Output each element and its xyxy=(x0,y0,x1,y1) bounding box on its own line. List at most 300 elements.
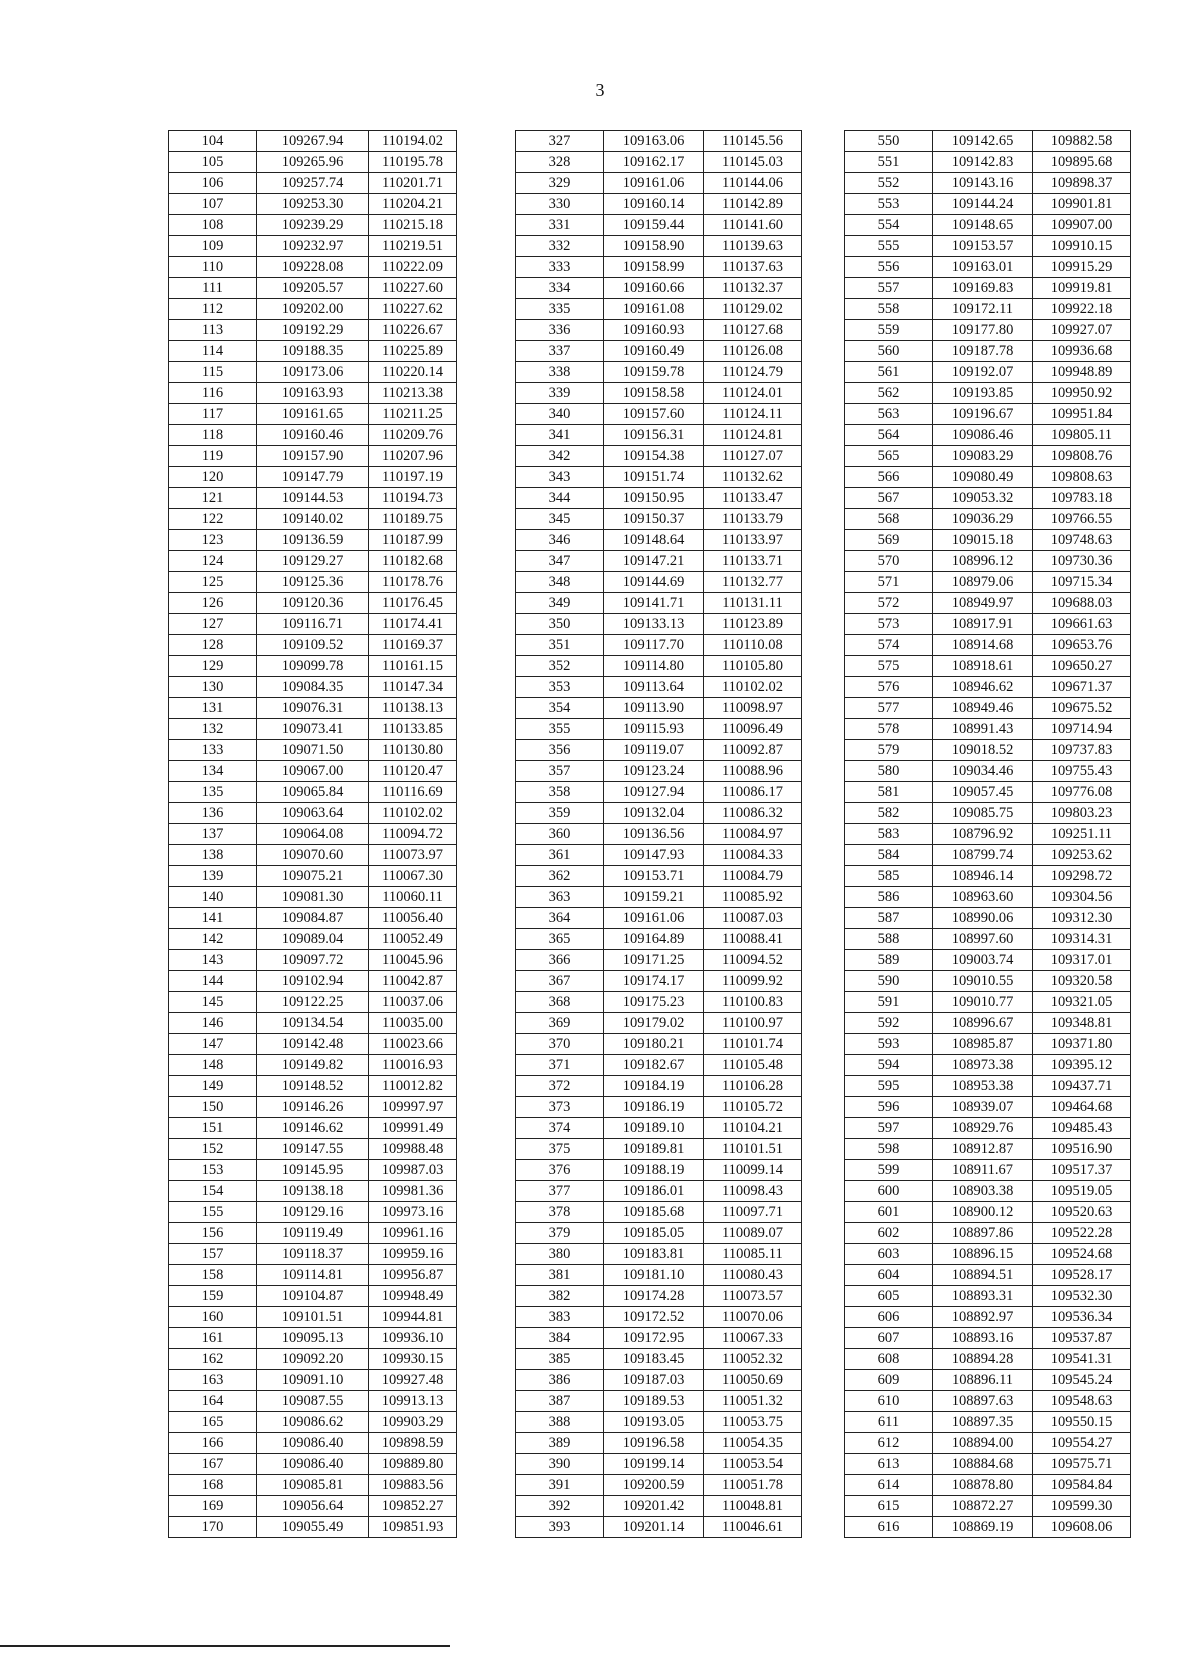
y-coordinate-cell: 109485.43 xyxy=(1033,1118,1131,1139)
x-coordinate-cell: 109138.18 xyxy=(257,1181,369,1202)
x-coordinate-cell: 108917.91 xyxy=(933,614,1033,635)
y-coordinate-cell: 110145.56 xyxy=(704,131,802,152)
y-coordinate-cell: 110139.63 xyxy=(704,236,802,257)
x-coordinate-cell: 109086.40 xyxy=(257,1433,369,1454)
point-number-cell: 382 xyxy=(516,1286,604,1307)
table-row xyxy=(845,1034,1131,1055)
x-coordinate-cell: 109086.46 xyxy=(933,425,1033,446)
y-coordinate-cell: 109320.58 xyxy=(1033,971,1131,992)
page-number: 3 xyxy=(595,80,605,100)
point-number-cell: 559 xyxy=(845,320,933,341)
point-number-cell: 120 xyxy=(169,467,257,488)
table-row xyxy=(169,1097,457,1118)
x-coordinate-cell: 109172.52 xyxy=(604,1307,704,1328)
x-coordinate-cell: 109150.95 xyxy=(604,488,704,509)
point-number-cell: 574 xyxy=(845,635,933,656)
y-coordinate-cell: 109608.06 xyxy=(1033,1517,1131,1538)
point-number-cell: 603 xyxy=(845,1244,933,1265)
table-row xyxy=(845,677,1131,698)
table-row xyxy=(516,467,802,488)
x-coordinate-cell: 108894.28 xyxy=(933,1349,1033,1370)
y-coordinate-cell: 109852.27 xyxy=(369,1496,457,1517)
point-number-cell: 379 xyxy=(516,1223,604,1244)
table-row xyxy=(169,1139,457,1160)
table-row xyxy=(169,1517,457,1538)
x-coordinate-cell: 109185.05 xyxy=(604,1223,704,1244)
point-number-cell: 601 xyxy=(845,1202,933,1223)
point-number-cell: 367 xyxy=(516,971,604,992)
y-coordinate-cell: 109304.56 xyxy=(1033,887,1131,908)
point-number-cell: 105 xyxy=(169,152,257,173)
x-coordinate-cell: 109184.19 xyxy=(604,1076,704,1097)
table-row xyxy=(845,1118,1131,1139)
x-coordinate-cell: 108949.46 xyxy=(933,698,1033,719)
x-coordinate-cell: 109086.62 xyxy=(257,1412,369,1433)
x-coordinate-cell: 109169.83 xyxy=(933,278,1033,299)
point-number-cell: 562 xyxy=(845,383,933,404)
table-row xyxy=(845,1496,1131,1517)
table-row xyxy=(169,635,457,656)
x-coordinate-cell: 108892.97 xyxy=(933,1307,1033,1328)
table-row xyxy=(516,488,802,509)
point-number-cell: 153 xyxy=(169,1160,257,1181)
point-number-cell: 341 xyxy=(516,425,604,446)
x-coordinate-cell: 108903.38 xyxy=(933,1181,1033,1202)
x-coordinate-cell: 109133.13 xyxy=(604,614,704,635)
y-coordinate-cell: 110101.51 xyxy=(704,1139,802,1160)
x-coordinate-cell: 109134.54 xyxy=(257,1013,369,1034)
x-coordinate-cell: 109109.52 xyxy=(257,635,369,656)
point-number-cell: 608 xyxy=(845,1349,933,1370)
point-number-cell: 616 xyxy=(845,1517,933,1538)
y-coordinate-cell: 110182.68 xyxy=(369,551,457,572)
point-number-cell: 118 xyxy=(169,425,257,446)
y-coordinate-cell: 109882.58 xyxy=(1033,131,1131,152)
y-coordinate-cell: 110209.76 xyxy=(369,425,457,446)
table-row xyxy=(845,1265,1131,1286)
y-coordinate-cell: 109599.30 xyxy=(1033,1496,1131,1517)
x-coordinate-cell: 109085.75 xyxy=(933,803,1033,824)
point-number-cell: 368 xyxy=(516,992,604,1013)
x-coordinate-cell: 109067.00 xyxy=(257,761,369,782)
point-number-cell: 586 xyxy=(845,887,933,908)
point-number-cell: 589 xyxy=(845,950,933,971)
x-coordinate-cell: 108894.00 xyxy=(933,1433,1033,1454)
point-number-cell: 144 xyxy=(169,971,257,992)
y-coordinate-cell: 109950.92 xyxy=(1033,383,1131,404)
y-coordinate-cell: 110219.51 xyxy=(369,236,457,257)
table-row xyxy=(169,1223,457,1244)
point-number-cell: 578 xyxy=(845,719,933,740)
x-coordinate-cell: 109200.59 xyxy=(604,1475,704,1496)
table-row xyxy=(169,572,457,593)
point-number-cell: 157 xyxy=(169,1244,257,1265)
table-row xyxy=(169,1328,457,1349)
y-coordinate-cell: 109715.34 xyxy=(1033,572,1131,593)
table-row xyxy=(169,425,457,446)
y-coordinate-cell: 109961.16 xyxy=(369,1223,457,1244)
x-coordinate-cell: 109053.32 xyxy=(933,488,1033,509)
table-row xyxy=(845,194,1131,215)
x-coordinate-cell: 109076.31 xyxy=(257,698,369,719)
table-row xyxy=(516,425,802,446)
x-coordinate-cell: 109172.95 xyxy=(604,1328,704,1349)
y-coordinate-cell: 110226.67 xyxy=(369,320,457,341)
x-coordinate-cell: 109144.24 xyxy=(933,194,1033,215)
x-coordinate-cell: 109142.65 xyxy=(933,131,1033,152)
point-number-cell: 362 xyxy=(516,866,604,887)
table-row xyxy=(516,1433,802,1454)
y-coordinate-cell: 109575.71 xyxy=(1033,1454,1131,1475)
y-coordinate-cell: 110016.93 xyxy=(369,1055,457,1076)
x-coordinate-cell: 109153.57 xyxy=(933,236,1033,257)
point-number-cell: 331 xyxy=(516,215,604,236)
y-coordinate-cell: 110035.00 xyxy=(369,1013,457,1034)
table-row xyxy=(169,1202,457,1223)
y-coordinate-cell: 110037.06 xyxy=(369,992,457,1013)
x-coordinate-cell: 109095.13 xyxy=(257,1328,369,1349)
x-coordinate-cell: 109172.11 xyxy=(933,299,1033,320)
x-coordinate-cell: 108946.14 xyxy=(933,866,1033,887)
point-number-cell: 332 xyxy=(516,236,604,257)
table-row xyxy=(845,383,1131,404)
table-row xyxy=(516,362,802,383)
table-row xyxy=(516,383,802,404)
point-number-cell: 351 xyxy=(516,635,604,656)
table-row xyxy=(845,572,1131,593)
y-coordinate-cell: 109519.05 xyxy=(1033,1181,1131,1202)
y-coordinate-cell: 109522.28 xyxy=(1033,1223,1131,1244)
point-number-cell: 133 xyxy=(169,740,257,761)
y-coordinate-cell: 110105.80 xyxy=(704,656,802,677)
point-number-cell: 610 xyxy=(845,1391,933,1412)
x-coordinate-cell: 109151.74 xyxy=(604,467,704,488)
table-row xyxy=(845,719,1131,740)
table-row xyxy=(845,1181,1131,1202)
table-row xyxy=(845,299,1131,320)
point-number-cell: 360 xyxy=(516,824,604,845)
table-row xyxy=(845,656,1131,677)
y-coordinate-cell: 109528.17 xyxy=(1033,1265,1131,1286)
y-coordinate-cell: 110189.75 xyxy=(369,509,457,530)
y-coordinate-cell: 110102.02 xyxy=(369,803,457,824)
x-coordinate-cell: 109117.70 xyxy=(604,635,704,656)
point-number-cell: 383 xyxy=(516,1307,604,1328)
point-number-cell: 381 xyxy=(516,1265,604,1286)
point-number-cell: 112 xyxy=(169,299,257,320)
point-number-cell: 115 xyxy=(169,362,257,383)
x-coordinate-cell: 108914.68 xyxy=(933,635,1033,656)
y-coordinate-cell: 109516.90 xyxy=(1033,1139,1131,1160)
y-coordinate-cell: 109927.48 xyxy=(369,1370,457,1391)
y-coordinate-cell: 110051.32 xyxy=(704,1391,802,1412)
table-row xyxy=(169,1118,457,1139)
table-row xyxy=(845,593,1131,614)
table-row xyxy=(169,1181,457,1202)
point-number-cell: 342 xyxy=(516,446,604,467)
x-coordinate-cell: 109186.01 xyxy=(604,1181,704,1202)
y-coordinate-cell: 110098.43 xyxy=(704,1181,802,1202)
x-coordinate-cell: 109083.29 xyxy=(933,446,1033,467)
x-coordinate-cell: 109089.04 xyxy=(257,929,369,950)
point-number-cell: 598 xyxy=(845,1139,933,1160)
y-coordinate-cell: 109883.56 xyxy=(369,1475,457,1496)
y-coordinate-cell: 109395.12 xyxy=(1033,1055,1131,1076)
table-row xyxy=(516,698,802,719)
y-coordinate-cell: 109298.72 xyxy=(1033,866,1131,887)
table-row xyxy=(169,1391,457,1412)
x-coordinate-cell: 109086.40 xyxy=(257,1454,369,1475)
table-row xyxy=(516,446,802,467)
x-coordinate-cell: 109119.07 xyxy=(604,740,704,761)
point-number-cell: 117 xyxy=(169,404,257,425)
y-coordinate-cell: 110227.60 xyxy=(369,278,457,299)
x-coordinate-cell: 109189.81 xyxy=(604,1139,704,1160)
x-coordinate-cell: 109114.80 xyxy=(604,656,704,677)
x-coordinate-cell: 109179.02 xyxy=(604,1013,704,1034)
y-coordinate-cell: 109991.49 xyxy=(369,1118,457,1139)
point-number-cell: 121 xyxy=(169,488,257,509)
point-number-cell: 377 xyxy=(516,1181,604,1202)
x-coordinate-cell: 109057.45 xyxy=(933,782,1033,803)
point-number-cell: 585 xyxy=(845,866,933,887)
y-coordinate-cell: 110227.62 xyxy=(369,299,457,320)
point-number-cell: 359 xyxy=(516,803,604,824)
y-coordinate-cell: 109956.87 xyxy=(369,1265,457,1286)
table-row xyxy=(169,383,457,404)
x-coordinate-cell: 109118.37 xyxy=(257,1244,369,1265)
point-number-cell: 111 xyxy=(169,278,257,299)
x-coordinate-cell: 109239.29 xyxy=(257,215,369,236)
point-number-cell: 391 xyxy=(516,1475,604,1496)
point-number-cell: 145 xyxy=(169,992,257,1013)
point-number-cell: 597 xyxy=(845,1118,933,1139)
y-coordinate-cell: 110045.96 xyxy=(369,950,457,971)
point-number-cell: 568 xyxy=(845,509,933,530)
point-number-cell: 563 xyxy=(845,404,933,425)
table-row xyxy=(169,866,457,887)
y-coordinate-cell: 110131.11 xyxy=(704,593,802,614)
table-row xyxy=(845,1286,1131,1307)
point-number-cell: 596 xyxy=(845,1097,933,1118)
point-number-cell: 593 xyxy=(845,1034,933,1055)
table-row xyxy=(516,740,802,761)
table-row xyxy=(169,887,457,908)
table-row xyxy=(516,404,802,425)
table-row xyxy=(845,845,1131,866)
point-number-cell: 602 xyxy=(845,1223,933,1244)
point-number-cell: 599 xyxy=(845,1160,933,1181)
table-row xyxy=(516,131,802,152)
table-row xyxy=(169,1433,457,1454)
y-coordinate-cell: 109517.37 xyxy=(1033,1160,1131,1181)
x-coordinate-cell: 109091.10 xyxy=(257,1370,369,1391)
x-coordinate-cell: 109010.77 xyxy=(933,992,1033,1013)
table-row xyxy=(169,257,457,278)
x-coordinate-cell: 109228.08 xyxy=(257,257,369,278)
x-coordinate-cell: 109265.96 xyxy=(257,152,369,173)
x-coordinate-cell: 108997.60 xyxy=(933,929,1033,950)
x-coordinate-cell: 109188.35 xyxy=(257,341,369,362)
point-number-cell: 558 xyxy=(845,299,933,320)
point-number-cell: 376 xyxy=(516,1160,604,1181)
y-coordinate-cell: 110085.11 xyxy=(704,1244,802,1265)
point-number-cell: 106 xyxy=(169,173,257,194)
y-coordinate-cell: 110178.76 xyxy=(369,572,457,593)
point-number-cell: 139 xyxy=(169,866,257,887)
y-coordinate-cell: 109808.63 xyxy=(1033,467,1131,488)
x-coordinate-cell: 108963.60 xyxy=(933,887,1033,908)
y-coordinate-cell: 109851.93 xyxy=(369,1517,457,1538)
table-row xyxy=(516,824,802,845)
y-coordinate-cell: 109737.83 xyxy=(1033,740,1131,761)
x-coordinate-cell: 109148.65 xyxy=(933,215,1033,236)
table-row xyxy=(516,887,802,908)
point-number-cell: 104 xyxy=(169,131,257,152)
y-coordinate-cell: 109910.15 xyxy=(1033,236,1131,257)
table-row xyxy=(516,173,802,194)
point-number-cell: 327 xyxy=(516,131,604,152)
x-coordinate-cell: 109199.14 xyxy=(604,1454,704,1475)
x-coordinate-cell: 108884.68 xyxy=(933,1454,1033,1475)
point-number-cell: 169 xyxy=(169,1496,257,1517)
table-row xyxy=(169,530,457,551)
y-coordinate-cell: 109898.59 xyxy=(369,1433,457,1454)
x-coordinate-cell: 109136.59 xyxy=(257,530,369,551)
point-number-cell: 387 xyxy=(516,1391,604,1412)
y-coordinate-cell: 110126.08 xyxy=(704,341,802,362)
point-number-cell: 358 xyxy=(516,782,604,803)
x-coordinate-cell: 109063.64 xyxy=(257,803,369,824)
point-number-cell: 125 xyxy=(169,572,257,593)
y-coordinate-cell: 109464.68 xyxy=(1033,1097,1131,1118)
point-number-cell: 350 xyxy=(516,614,604,635)
y-coordinate-cell: 110048.81 xyxy=(704,1496,802,1517)
point-number-cell: 148 xyxy=(169,1055,257,1076)
x-coordinate-cell: 109081.30 xyxy=(257,887,369,908)
x-coordinate-cell: 109142.48 xyxy=(257,1034,369,1055)
y-coordinate-cell: 109661.63 xyxy=(1033,614,1131,635)
table-row xyxy=(169,1160,457,1181)
y-coordinate-cell: 110102.02 xyxy=(704,677,802,698)
footer-rule xyxy=(0,1645,450,1647)
x-coordinate-cell: 109129.27 xyxy=(257,551,369,572)
x-coordinate-cell: 108953.38 xyxy=(933,1076,1033,1097)
x-coordinate-cell: 109122.25 xyxy=(257,992,369,1013)
point-number-cell: 339 xyxy=(516,383,604,404)
x-coordinate-cell: 109257.74 xyxy=(257,173,369,194)
table-row xyxy=(845,551,1131,572)
table-row xyxy=(845,614,1131,635)
table-row xyxy=(845,929,1131,950)
y-coordinate-cell: 109930.15 xyxy=(369,1349,457,1370)
x-coordinate-cell: 109064.08 xyxy=(257,824,369,845)
point-number-cell: 550 xyxy=(845,131,933,152)
x-coordinate-cell: 109186.19 xyxy=(604,1097,704,1118)
x-coordinate-cell: 109158.58 xyxy=(604,383,704,404)
table-row xyxy=(169,1013,457,1034)
y-coordinate-cell: 110176.45 xyxy=(369,593,457,614)
y-coordinate-cell: 110094.72 xyxy=(369,824,457,845)
x-coordinate-cell: 109087.55 xyxy=(257,1391,369,1412)
y-coordinate-cell: 110211.25 xyxy=(369,404,457,425)
x-coordinate-cell: 109003.74 xyxy=(933,950,1033,971)
x-coordinate-cell: 109201.42 xyxy=(604,1496,704,1517)
y-coordinate-cell: 110070.06 xyxy=(704,1307,802,1328)
point-number-cell: 130 xyxy=(169,677,257,698)
point-number-cell: 591 xyxy=(845,992,933,1013)
y-coordinate-cell: 109936.68 xyxy=(1033,341,1131,362)
y-coordinate-cell: 109554.27 xyxy=(1033,1433,1131,1454)
x-coordinate-cell: 108893.16 xyxy=(933,1328,1033,1349)
table-row xyxy=(845,1139,1131,1160)
point-number-cell: 334 xyxy=(516,278,604,299)
table-row xyxy=(845,278,1131,299)
table-row xyxy=(169,656,457,677)
point-number-cell: 163 xyxy=(169,1370,257,1391)
y-coordinate-cell: 110132.37 xyxy=(704,278,802,299)
table-row xyxy=(516,1139,802,1160)
y-coordinate-cell: 109889.80 xyxy=(369,1454,457,1475)
y-coordinate-cell: 110105.48 xyxy=(704,1055,802,1076)
x-coordinate-cell: 109073.41 xyxy=(257,719,369,740)
point-number-cell: 386 xyxy=(516,1370,604,1391)
y-coordinate-cell: 110100.97 xyxy=(704,1013,802,1034)
table-row xyxy=(845,1097,1131,1118)
x-coordinate-cell: 108912.87 xyxy=(933,1139,1033,1160)
table-row xyxy=(845,866,1131,887)
y-coordinate-cell: 109317.01 xyxy=(1033,950,1131,971)
table-row xyxy=(516,1370,802,1391)
table-row xyxy=(845,173,1131,194)
y-coordinate-cell: 110213.38 xyxy=(369,383,457,404)
x-coordinate-cell: 109253.30 xyxy=(257,194,369,215)
y-coordinate-cell: 110147.34 xyxy=(369,677,457,698)
point-number-cell: 392 xyxy=(516,1496,604,1517)
table-row xyxy=(845,740,1131,761)
y-coordinate-cell: 110133.47 xyxy=(704,488,802,509)
x-coordinate-cell: 109174.28 xyxy=(604,1286,704,1307)
x-coordinate-cell: 109147.55 xyxy=(257,1139,369,1160)
table-row xyxy=(516,1517,802,1538)
y-coordinate-cell: 109545.24 xyxy=(1033,1370,1131,1391)
table-row xyxy=(845,803,1131,824)
y-coordinate-cell: 110204.21 xyxy=(369,194,457,215)
x-coordinate-cell: 108896.15 xyxy=(933,1244,1033,1265)
y-coordinate-cell: 110169.37 xyxy=(369,635,457,656)
table-row xyxy=(169,488,457,509)
y-coordinate-cell: 110144.06 xyxy=(704,173,802,194)
point-number-cell: 606 xyxy=(845,1307,933,1328)
point-number-cell: 577 xyxy=(845,698,933,719)
point-number-cell: 587 xyxy=(845,908,933,929)
x-coordinate-cell: 108991.43 xyxy=(933,719,1033,740)
x-coordinate-cell: 109177.80 xyxy=(933,320,1033,341)
y-coordinate-cell: 110225.89 xyxy=(369,341,457,362)
table-row xyxy=(169,677,457,698)
x-coordinate-cell: 109163.93 xyxy=(257,383,369,404)
table-row xyxy=(845,320,1131,341)
point-number-cell: 136 xyxy=(169,803,257,824)
point-number-cell: 345 xyxy=(516,509,604,530)
table-row xyxy=(169,698,457,719)
point-number-cell: 611 xyxy=(845,1412,933,1433)
point-number-cell: 127 xyxy=(169,614,257,635)
y-coordinate-cell: 109253.62 xyxy=(1033,845,1131,866)
table-row xyxy=(169,992,457,1013)
table-row xyxy=(516,530,802,551)
table-row xyxy=(845,446,1131,467)
